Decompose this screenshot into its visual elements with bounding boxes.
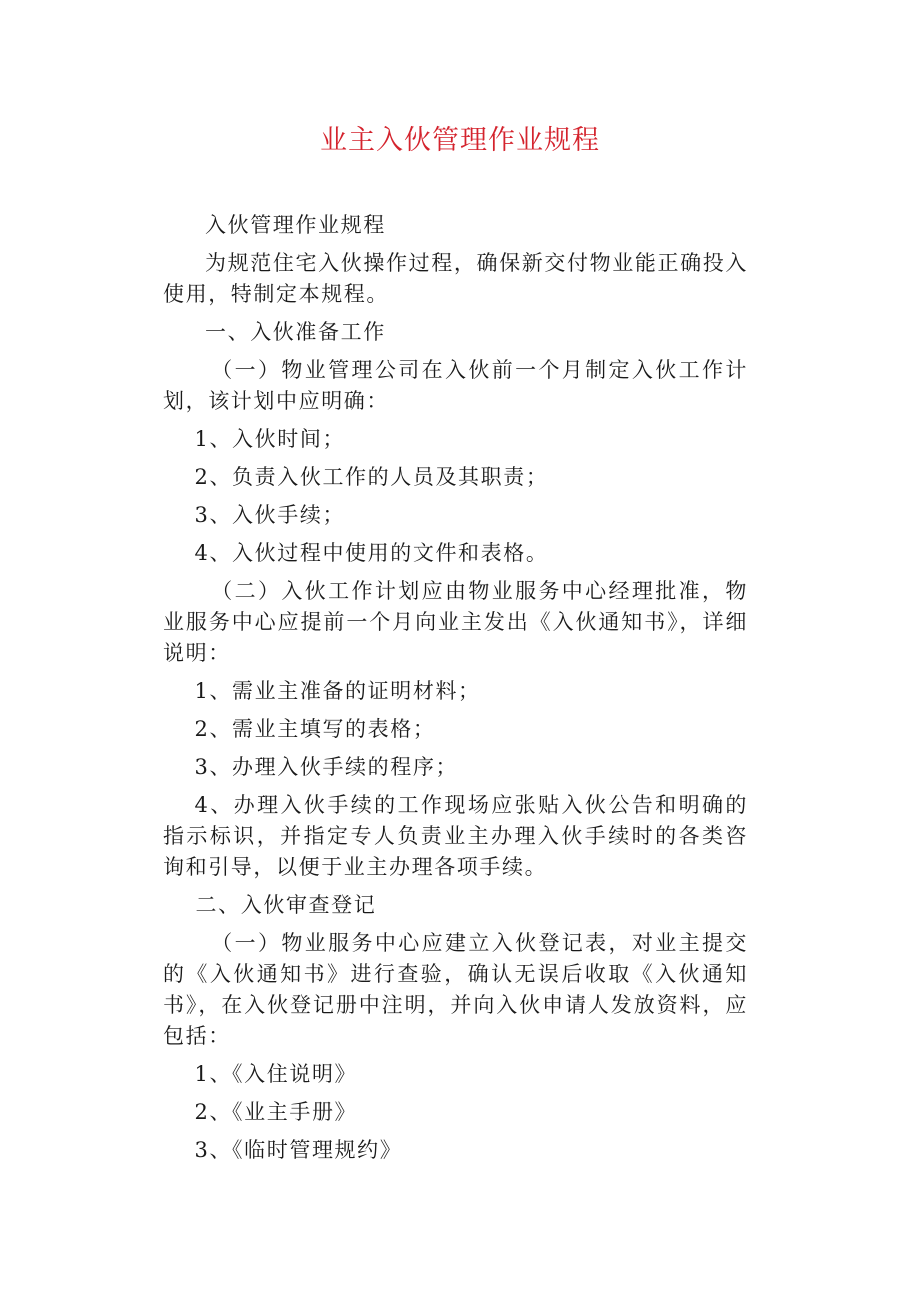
list-item: 1、需业主准备的证明材料； — [194, 679, 481, 703]
list-item: 4、办理入伙手续的工作现场应张贴入伙公告和明确的指示标识，并指定专人负责业主办理入伙手续时的各类咨询和引导，以便于业主办理各项手续。 — [163, 793, 748, 879]
list-item: 1、《入住说明》 — [194, 1062, 358, 1086]
paragraph: （一）物业服务中心应建立入伙登记表，对业主提交的《入伙通知书》进行查验，确认无误后收取《入伙通知书》，在入伙登记册中注明，并向入伙申请人发放资料，应包括： — [163, 931, 748, 1048]
section-heading: 二、入伙审查登记 — [195, 893, 377, 917]
document-title: 业主入伙管理作业规程 — [320, 125, 600, 156]
list-item: 3、《临时管理规约》 — [194, 1138, 403, 1162]
list-item: 2、负责入伙工作的人员及其职责； — [194, 465, 549, 489]
paragraph: 为规范住宅入伙操作过程，确保新交付物业能正确投入使用，特制定本规程。 — [163, 251, 748, 306]
paragraph: 入伙管理作业规程 — [205, 213, 386, 237]
list-item: 3、入伙手续； — [194, 503, 346, 527]
paragraph: （一）物业管理公司在入伙前一个月制定入伙工作计划，该计划中应明确： — [163, 358, 748, 413]
list-item: 3、办理入伙手续的程序； — [194, 755, 459, 779]
list-item: 2、《业主手册》 — [194, 1100, 358, 1124]
paragraph: （二）入伙工作计划应由物业服务中心经理批准，物业服务中心应提前一个月向业主发出《入伙通知书》，详细说明： — [163, 579, 748, 665]
section-heading: 一、入伙准备工作 — [205, 320, 386, 344]
document-body — [163, 210, 748, 1173]
list-item: 2、需业主填写的表格； — [194, 717, 436, 741]
list-item: 4、入伙过程中使用的文件和表格。 — [194, 541, 549, 565]
list-item: 1、入伙时间； — [194, 427, 346, 451]
